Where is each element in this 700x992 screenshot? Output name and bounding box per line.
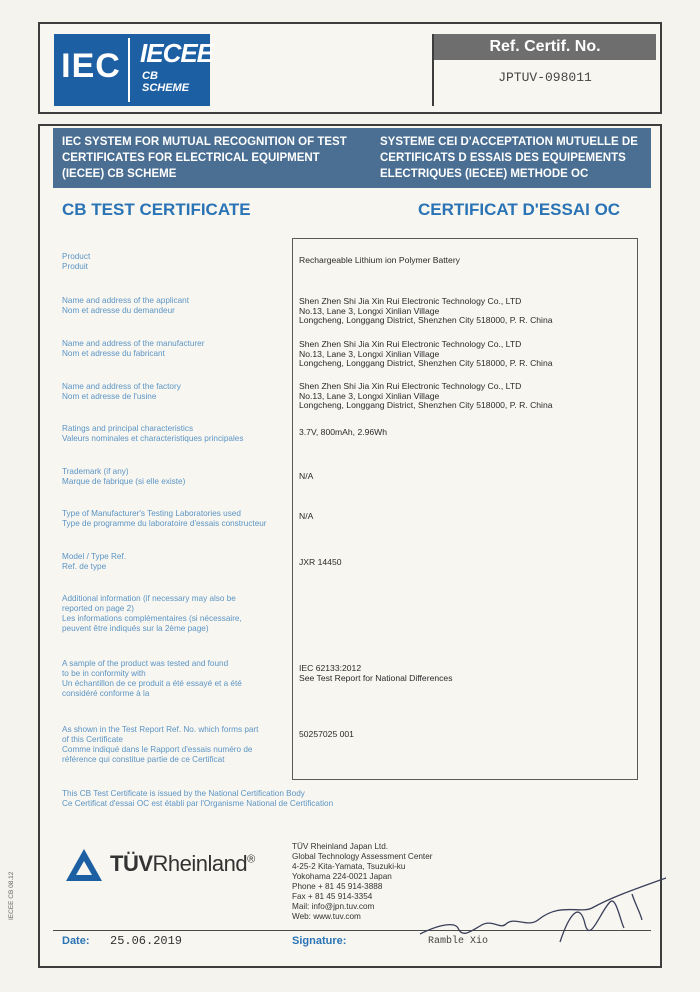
iecee-logo-text: IECEE [140,38,214,68]
certification-body-address: TÜV Rheinland Japan Ltd. Global Technology Assessment Center 4-25-2 Kita-Yamata, Tsuzuki-ku Yokohama 224-0021 Japan Phone + 81 45 914-3888 Fax + 81 45 914-3354 Mail: info@jpn.tuv.com Web: www.tuv.com [292,842,433,921]
trademark-value: N/A [299,471,314,481]
manufacturer-label: Name and address of the manufacturer Nom et adresse du fabricant [62,339,205,358]
date-value: 25.06.2019 [110,934,183,948]
test-report-label: As shown in the Test Report Ref. No. which forms part of this Certificate Comme indiqué dans le Rapport d'essais numéro de référence qui constitue partie de ce Certificat [62,725,259,764]
certificate-title-fr: CERTIFICAT D'ESSAI OC [418,200,621,219]
ref-certif-title: Ref. Certif. No. [434,34,656,60]
issued-by-statement: This CB Test Certificate is issued by the National Certification Body Ce Certificat d'essai OC est établi par l'Organisme National de Certification [62,789,334,808]
manufacturer-value: Shen Zhen Shi Jia Xin Rui Electronic Technology Co., LTD No.13, Lane 3, Longxi Xinlian Village Longcheng, Longgang District, Shenzhen City 518000, P. R. China [299,339,553,368]
tuv-rheinland-logo: TÜVRheinland® [110,851,255,876]
iec-logo-text: IEC [61,47,121,85]
test-report-value: 50257025 001 [299,729,354,739]
ref-certif-number: JPTUV-098011 [498,70,592,85]
system-title-en: IEC SYSTEM FOR MUTUAL RECOGNITION OF TEST CERTIFICATES FOR ELECTRICAL EQUIPMENT (IECEE) CB SCHEME [62,136,347,180]
model-value: JXR 14450 [299,557,342,567]
system-title-fr: SYSTEME CEI D'ACCEPTATION MUTUELLE DE CERTIFICATS D ESSAIS DES EQUIPEMENTS ELECTRIQUES (IECEE) METHODE OC [380,136,638,180]
testing-lab-type-label: Type of Manufacturer's Testing Laboratories used Type de programme du laboratoire d'essais constructeur [62,509,267,528]
conformity-label: A sample of the product was tested and found to be in conformity with Un échantillon de ce produit a été essayé et a été considéré conforme à la [62,659,242,698]
cb-scheme-text: CB SCHEME [142,70,190,94]
signatory-name: Ramble Xio [428,936,489,947]
testing-lab-type-value: N/A [299,511,314,521]
product-label: Product Produit [62,252,91,271]
additional-info-label: Additional information (if necessary may also be reported on page 2) Les informations complémentaires (si nécessaire, peuvent être indiqués sur la 2ème page) [62,594,242,633]
applicant-label: Name and address of the applicant Nom et adresse du demandeur [62,296,189,315]
conformity-value: IEC 62133:2012 See Test Report for National Differences [299,663,453,683]
product-value: Rechargeable Lithium ion Polymer Battery [299,255,460,265]
applicant-value: Shen Zhen Shi Jia Xin Rui Electronic Technology Co., LTD No.13, Lane 3, Longxi Xinlian Village Longcheng, Longgang District, Shenzhen City 518000, P. R. China [299,296,553,325]
form-code: IECEE CB 08.12 [8,871,15,920]
trademark-label: Trademark (if any) Marque de fabrique (si elle existe) [62,467,186,486]
factory-value: Shen Zhen Shi Jia Xin Rui Electronic Technology Co., LTD No.13, Lane 3, Longxi Xinlian Village Longcheng, Longgang District, Shenzhen City 518000, P. R. China [299,381,553,410]
handwritten-signature [410,872,680,962]
model-label: Model / Type Ref. Ref. de type [62,552,127,571]
certificate-title-en: CB TEST CERTIFICATE [62,200,251,219]
factory-label: Name and address of the factory Nom et adresse de l'usine [62,382,181,401]
ratings-value: 3.7V, 800mAh, 2.96Wh [299,427,388,437]
ratings-label: Ratings and principal characteristics Valeurs nominales et characteristiques principales [62,424,244,443]
signature-label: Signature: [292,935,347,947]
date-label: Date: [62,935,90,947]
iecee-logo [128,38,214,102]
